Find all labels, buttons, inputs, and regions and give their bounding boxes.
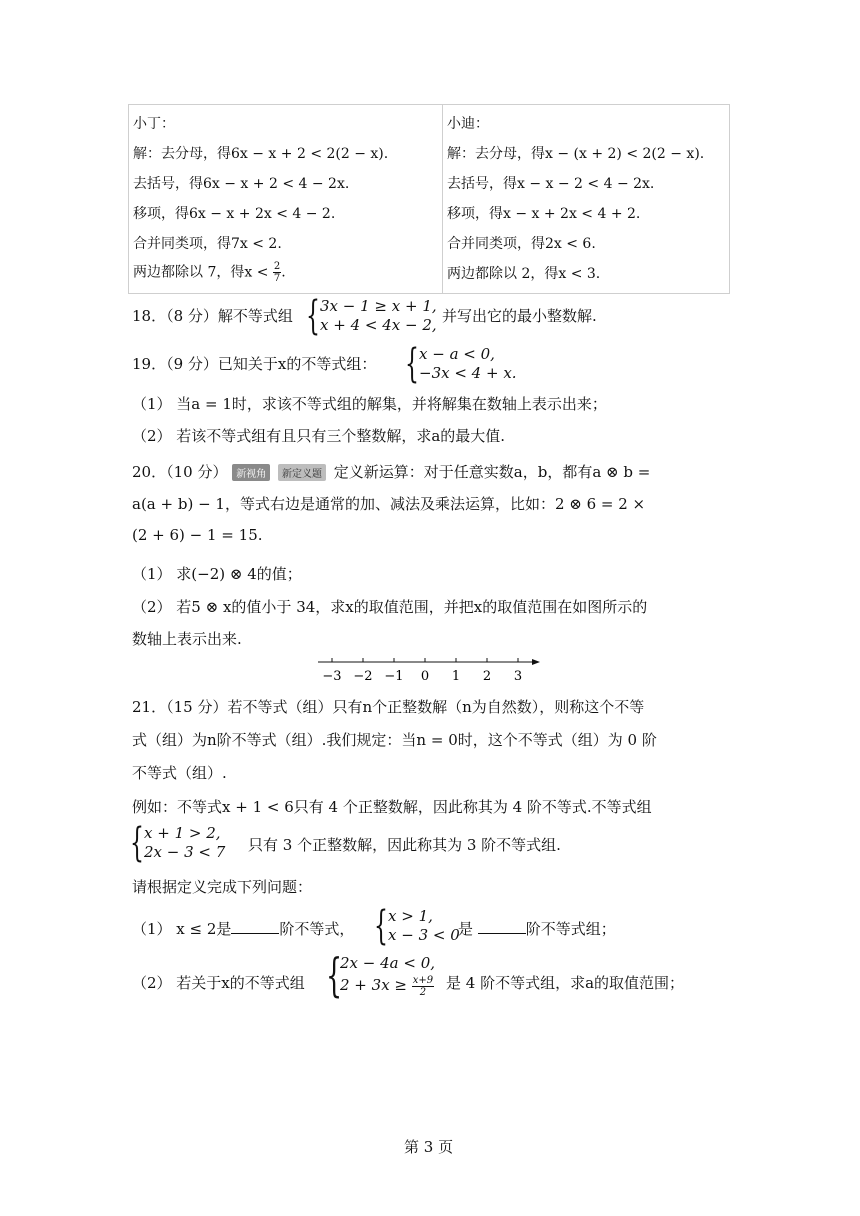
q19-part-2: （2） 若该不等式组有且只有三个整数解，求a的最大值.: [132, 427, 506, 445]
brace-icon: {: [405, 341, 419, 387]
right-line-5: 两边都除以 2，得x < 3.: [447, 266, 601, 282]
page-number: 第 3 页: [404, 1138, 454, 1156]
q21-line-2: 式（组）为n阶不等式（组）.我们规定：当n = 0时，这个不等式（组）为 0 阶: [132, 731, 657, 749]
q21-example-system: [130, 820, 226, 866]
q19-part-1: （1） 当a = 1时，求该不等式组的解集，并将解集在数轴上表示出来；: [132, 395, 607, 413]
left-title: 小丁：: [133, 116, 175, 132]
q21-p1-mid: 阶不等式，: [279, 920, 355, 938]
frac-num: x+9: [412, 974, 434, 986]
answer-blank-1[interactable]: [231, 919, 279, 934]
q20-line-3: (2 + 6) − 1 = 15.: [132, 526, 263, 544]
frac-num: 2: [273, 261, 281, 272]
table-divider: [442, 105, 443, 293]
q21-p2-sys-line-2: [340, 974, 435, 998]
q19-sys-line-1: x − a < 0,: [419, 345, 495, 363]
left-line-5-text: 两边都除以 7，得x <: [133, 264, 269, 281]
number-line-tick-label: −1: [384, 669, 404, 684]
fraction-2-7: [273, 261, 281, 284]
q19-system: [405, 341, 517, 387]
brace-icon: {: [326, 947, 343, 1002]
q21-p2-sys-line-2-text: 2 + 3x ≥: [340, 976, 407, 994]
right-line-3: 移项，得x − x + 2x < 4 + 2.: [447, 206, 641, 222]
left-line-1: 解：去分母，得6x − x + 2 < 2(2 − x).: [133, 146, 389, 162]
q20-prefix: 20．（10 分）: [132, 463, 228, 481]
left-line-2: 去括号，得6x − x + 2 < 4 − 2x.: [133, 176, 350, 192]
right-line-2: 去括号，得x − x − 2 < 4 − 2x.: [447, 176, 655, 192]
q18-prefix: 18．（8 分）解不等式组: [132, 307, 293, 325]
number-line-tick-label: 2: [482, 669, 492, 684]
q21-p2-sys-line-1: 2x − 4a < 0,: [340, 954, 436, 972]
q20-line-2: a(a + b) − 1，等式右边是通常的加、减法及乘法运算，比如：2 ⊗ 6 = 2 ×: [132, 495, 646, 513]
brace-icon: {: [306, 293, 320, 339]
q21-p1-sys-line-2: x − 3 < 0: [388, 926, 460, 944]
answer-blank-2[interactable]: [478, 919, 526, 934]
q21-line-5: 请根据定义完成下列问题：: [132, 878, 313, 896]
number-line-tick-label: 0: [420, 669, 430, 684]
left-line-5: 两边都除以 7，得x < $\frac{2}{7}$ .: [133, 261, 286, 284]
q19-sys-line-2: −3x < 4 + x.: [419, 364, 517, 382]
brace-icon: {: [130, 820, 144, 866]
q21-p2-prefix: （2） 若关于x的不等式组: [132, 974, 305, 992]
comparison-table: [128, 104, 730, 294]
q18-suffix: 并写出它的最小整数解.: [442, 307, 597, 325]
number-line-tick-label: 3: [513, 669, 523, 684]
left-line-3: 移项，得6x − x + 2x < 4 − 2.: [133, 206, 336, 222]
q20-part-2a: （2） 若5 ⊗ x的值小于 34，求x的取值范围，并把x的取值范围在如图所示的: [132, 598, 648, 616]
right-title: 小迪：: [447, 116, 489, 132]
q20-line-1: [132, 461, 650, 482]
q20-part-2b: 数轴上表示出来.: [132, 630, 242, 648]
q21-p2-suffix: 是 4 阶不等式组，求a的取值范围；: [446, 974, 685, 992]
q21-p1-is: 是: [458, 920, 478, 938]
q18-sys-line-2: x + 4 < 4x − 2,: [320, 316, 437, 334]
right-line-1: 解：去分母，得x − (x + 2) < 2(2 − x).: [447, 146, 705, 162]
frac-den: 7: [273, 273, 281, 284]
q20-part-1: （1） 求(−2) ⊗ 4的值；: [132, 565, 302, 583]
frac-den: 2: [419, 986, 427, 998]
q21-line-4: 例如：不等式x + 1 < 6只有 4 个正整数解，因此称其为 4 阶不等式.不等式组: [132, 798, 652, 816]
right-line-4: 合并同类项，得2x < 6.: [447, 236, 596, 252]
brace-icon: {: [374, 903, 388, 949]
arrow-right-icon: [532, 659, 540, 665]
q21-example-suffix: 只有 3 个正整数解，因此称其为 3 阶不等式组.: [248, 836, 561, 854]
q21-p1-sys-line-1: x > 1,: [388, 907, 433, 925]
left-line-4: 合并同类项，得7x < 2.: [133, 236, 282, 252]
q18-system: [306, 293, 437, 339]
new-perspective-badge: 新视角: [232, 464, 270, 481]
number-line-tick-label: 1: [451, 669, 461, 684]
q21-p1-end: 阶不等式组；: [525, 920, 616, 938]
q18-sys-line-1: 3x − 1 ≥ x + 1,: [320, 297, 437, 315]
q21-p1-system: [374, 903, 460, 949]
number-line: [312, 652, 548, 684]
q21-ex-line-1: x + 1 > 2,: [144, 824, 221, 842]
q21-p2-system: [326, 947, 436, 1002]
q21-line-3: 不等式（组）.: [132, 764, 227, 782]
q19-prefix: 19．（9 分）已知关于x的不等式组：: [132, 355, 377, 373]
q20-line-1-text: 定义新运算：对于任意实数a，b，都有a ⊗ b =: [333, 463, 651, 481]
q21-p1-prefix: （1） x ≤ 2是: [132, 920, 232, 938]
new-definition-badge: 新定义题: [278, 464, 326, 481]
number-line-tick-label: −3: [322, 669, 342, 684]
q21-line-1: 21．（15 分）若不等式（组）只有n个正整数解（n为自然数），则称这个不等: [132, 698, 645, 716]
q21-part-1-end: [458, 918, 616, 939]
q21-part-1-start: [132, 918, 354, 939]
number-line-tick-label: −2: [353, 669, 373, 684]
fraction-x9-2: [412, 975, 434, 998]
q21-ex-line-2: 2x − 3 < 7: [144, 843, 226, 861]
